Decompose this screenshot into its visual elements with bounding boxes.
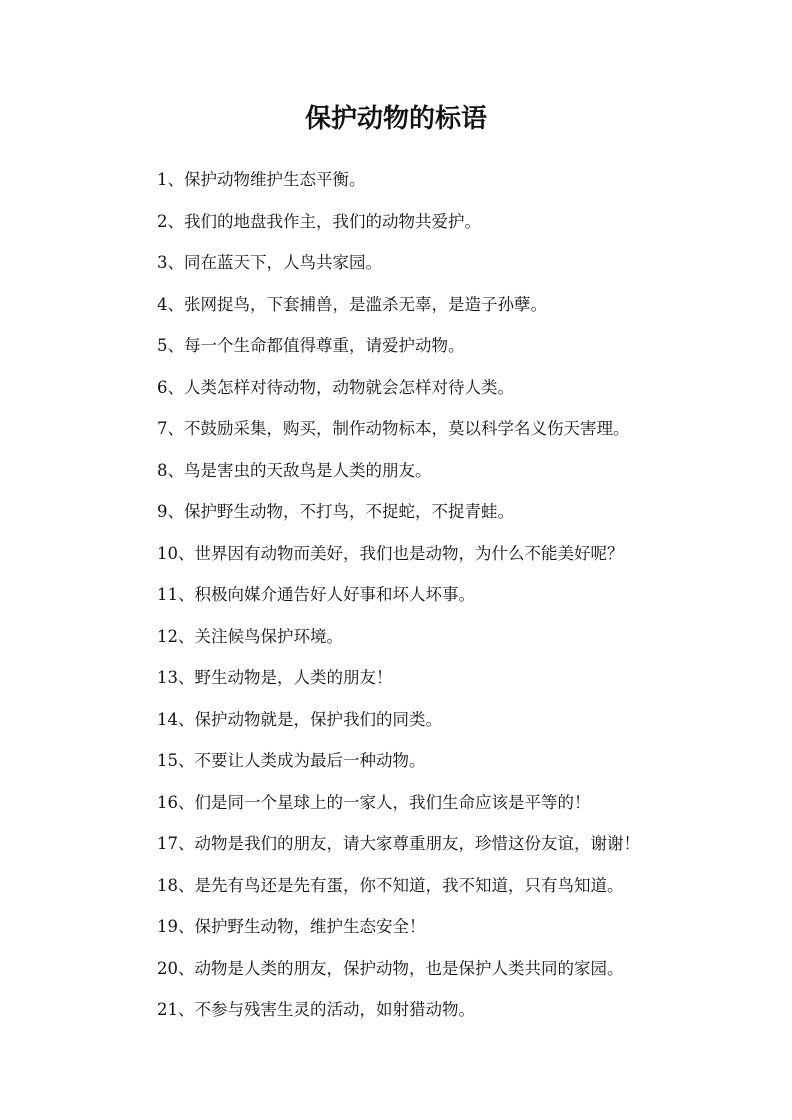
slogan-item: 20、动物是人类的朋友，保护动物，也是保护人类共同的家园。	[157, 958, 624, 978]
slogan-item: 12、关注候鸟保护环境。	[157, 626, 343, 646]
slogan-item: 3、同在蓝天下，人鸟共家园。	[157, 253, 382, 272]
slogan-item: 21、不参与残害生灵的活动，如射猎动物。	[157, 1000, 475, 1019]
slogan-item: 16、们是同一个星球上的一家人，我们生命应该是平等的！	[157, 792, 591, 812]
slogan-item: 1、保护动物维护生态平衡。	[157, 170, 366, 189]
slogan-item: 6、人类怎样对待动物，动物就会怎样对待人类。	[157, 377, 514, 397]
document-title: 保护动物的标语	[304, 104, 487, 134]
slogan-item: 19、保护野生动物，维护生态安全！	[157, 917, 426, 936]
slogan-item: 8、鸟是害虫的天敌鸟是人类的朋友。	[157, 460, 432, 480]
slogan-item: 4、张网捉鸟，下套捕兽，是滥杀无辜，是造子孙孽。	[157, 294, 547, 314]
slogan-item: 5、每一个生命都值得尊重，请爱护动物。	[157, 336, 465, 355]
slogan-item: 2、我们的地盘我作主，我们的动物共爱护。	[157, 211, 481, 231]
slogan-item: 17、动物是我们的朋友，请大家尊重朋友，珍惜这份友谊，谢谢！	[157, 834, 640, 853]
slogan-item: 9、保护野生动物，不打鸟，不捉蛇，不捉青蛙。	[157, 502, 514, 521]
slogan-item: 10、世界因有动物而美好，我们也是动物，为什么不能美好呢？	[157, 543, 624, 563]
slogan-item: 13、野生动物是，人类的朋友！	[157, 668, 393, 687]
slogan-item: 7、不鼓励采集，购买，制作动物标本，莫以科学名义伤天害理。	[157, 419, 630, 438]
slogan-item: 18、是先有鸟还是先有蛋，你不知道，我不知道，只有鸟知道。	[157, 875, 624, 895]
slogan-item: 11、积极向媒介通告好人好事和坏人坏事。	[157, 585, 475, 604]
slogan-item: 15、不要让人类成为最后一种动物。	[157, 751, 426, 770]
slogan-item: 14、保护动物就是，保护我们的同类。	[157, 709, 442, 729]
slogan-list	[157, 166, 777, 1038]
